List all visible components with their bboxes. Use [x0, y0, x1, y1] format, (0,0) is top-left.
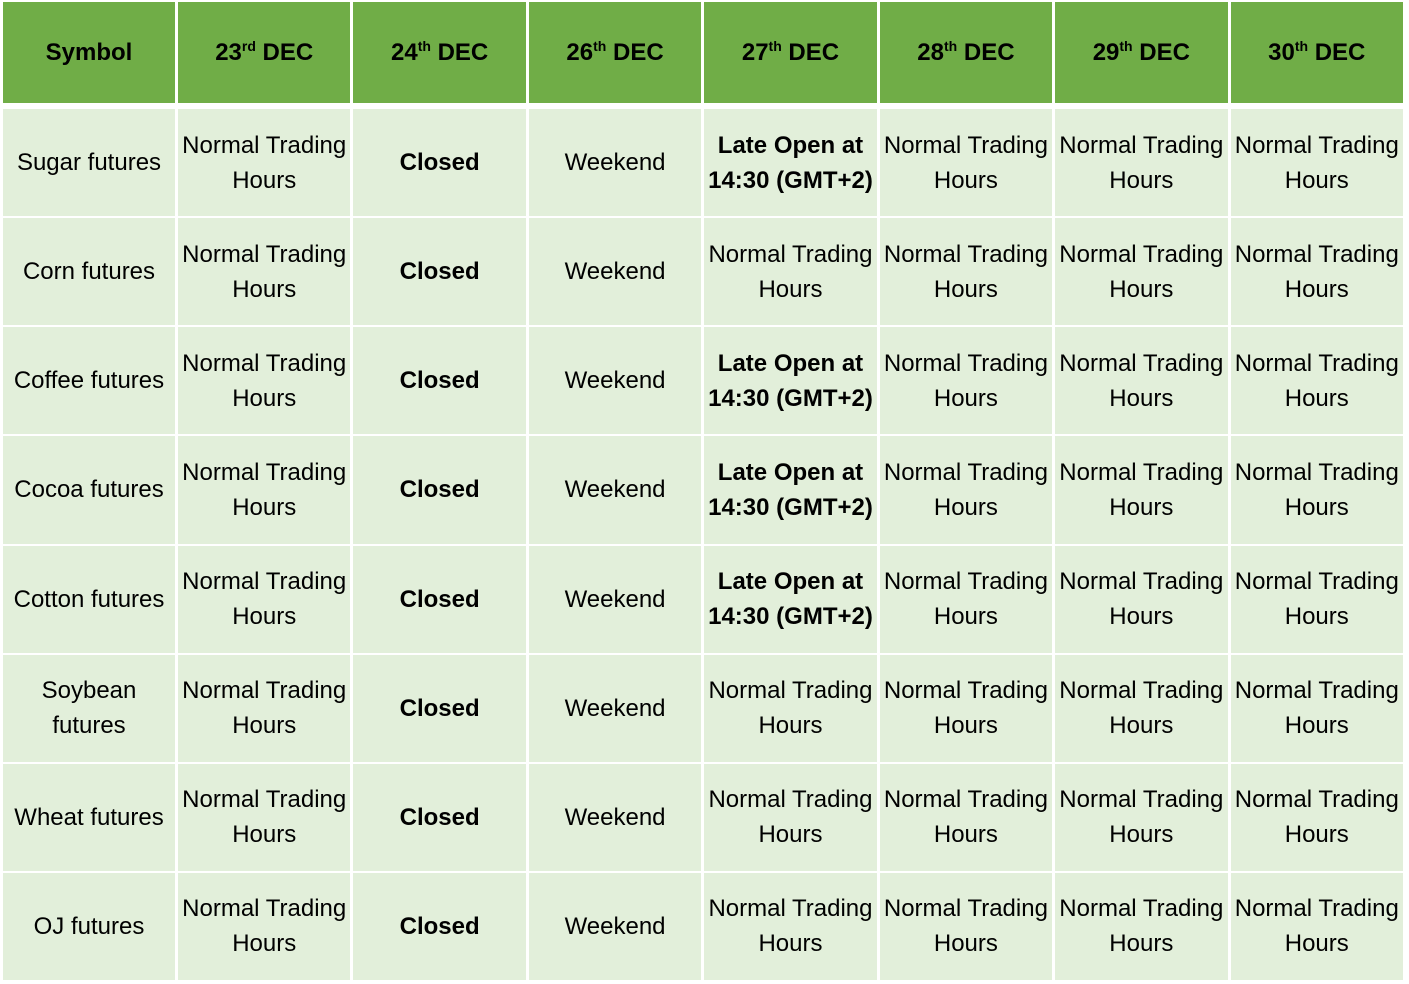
status-cell: Normal Trading Hours [880, 655, 1052, 762]
status-cell: Normal Trading Hours [1231, 873, 1403, 980]
table-row [3, 764, 1403, 871]
status-cell: Normal Trading Hours [880, 109, 1052, 216]
table-body [3, 109, 1403, 980]
status-cell: Normal Trading Hours [178, 655, 350, 762]
status-cell: Normal Trading Hours [704, 873, 876, 980]
status-cell: Normal Trading Hours [880, 873, 1052, 980]
header-24-dec: 24th DEC [353, 2, 525, 103]
status-cell: Weekend [529, 546, 701, 653]
header-27-dec: 27th DEC [704, 2, 876, 103]
status-cell: Normal Trading Hours [880, 218, 1052, 325]
header-30-dec: 30th DEC [1231, 2, 1403, 103]
status-cell: Closed [353, 546, 525, 653]
status-cell: Normal Trading Hours [704, 218, 876, 325]
status-cell: Normal Trading Hours [178, 109, 350, 216]
status-cell: Normal Trading Hours [1231, 655, 1403, 762]
status-cell: Normal Trading Hours [1055, 327, 1227, 434]
status-cell: Weekend [529, 764, 701, 871]
symbol-cell: Cotton futures [3, 546, 175, 653]
symbol-cell: Corn futures [3, 218, 175, 325]
status-cell: Weekend [529, 327, 701, 434]
status-cell: Normal Trading Hours [1055, 873, 1227, 980]
header-symbol: Symbol [3, 2, 175, 103]
status-cell: Late Open at 14:30 (GMT+2) [704, 436, 876, 543]
status-cell: Normal Trading Hours [178, 218, 350, 325]
status-cell: Weekend [529, 436, 701, 543]
status-cell: Normal Trading Hours [1055, 655, 1227, 762]
table-row [3, 109, 1403, 216]
header-row [3, 2, 1403, 103]
status-cell: Closed [353, 873, 525, 980]
symbol-cell: OJ futures [3, 873, 175, 980]
status-cell: Late Open at 14:30 (GMT+2) [704, 327, 876, 434]
status-cell: Weekend [529, 109, 701, 216]
header-23-dec: 23rd DEC [178, 2, 350, 103]
status-cell: Normal Trading Hours [1055, 546, 1227, 653]
status-cell: Normal Trading Hours [178, 436, 350, 543]
status-cell: Normal Trading Hours [178, 327, 350, 434]
status-cell: Closed [353, 109, 525, 216]
status-cell: Closed [353, 655, 525, 762]
status-cell: Late Open at 14:30 (GMT+2) [704, 546, 876, 653]
status-cell: Closed [353, 218, 525, 325]
status-cell: Closed [353, 436, 525, 543]
status-cell: Weekend [529, 655, 701, 762]
status-cell: Normal Trading Hours [1231, 546, 1403, 653]
status-cell: Normal Trading Hours [880, 327, 1052, 434]
status-cell: Closed [353, 764, 525, 871]
table-row [3, 655, 1403, 762]
status-cell: Normal Trading Hours [1055, 109, 1227, 216]
status-cell: Normal Trading Hours [704, 764, 876, 871]
header-28-dec: 28th DEC [880, 2, 1052, 103]
table-row [3, 436, 1403, 543]
status-cell: Weekend [529, 218, 701, 325]
status-cell: Closed [353, 327, 525, 434]
status-cell: Late Open at 14:30 (GMT+2) [704, 109, 876, 216]
status-cell: Normal Trading Hours [1055, 436, 1227, 543]
status-cell: Normal Trading Hours [1231, 327, 1403, 434]
status-cell: Normal Trading Hours [880, 764, 1052, 871]
symbol-cell: Sugar futures [3, 109, 175, 216]
table-row [3, 327, 1403, 434]
status-cell: Normal Trading Hours [1231, 764, 1403, 871]
status-cell: Normal Trading Hours [1231, 218, 1403, 325]
status-cell: Normal Trading Hours [178, 546, 350, 653]
status-cell: Normal Trading Hours [1231, 109, 1403, 216]
status-cell: Normal Trading Hours [880, 546, 1052, 653]
symbol-cell: Soybean futures [3, 655, 175, 762]
header-26-dec: 26th DEC [529, 2, 701, 103]
symbol-cell: Coffee futures [3, 327, 175, 434]
header-29-dec: 29th DEC [1055, 2, 1227, 103]
status-cell: Normal Trading Hours [704, 655, 876, 762]
status-cell: Normal Trading Hours [1055, 218, 1227, 325]
status-cell: Normal Trading Hours [1055, 764, 1227, 871]
table-row [3, 546, 1403, 653]
status-cell: Normal Trading Hours [1231, 436, 1403, 543]
symbol-cell: Cocoa futures [3, 436, 175, 543]
table-row [3, 218, 1403, 325]
table-row [3, 873, 1403, 980]
symbol-cell: Wheat futures [3, 764, 175, 871]
status-cell: Normal Trading Hours [178, 764, 350, 871]
status-cell: Normal Trading Hours [178, 873, 350, 980]
status-cell: Normal Trading Hours [880, 436, 1052, 543]
status-cell: Weekend [529, 873, 701, 980]
